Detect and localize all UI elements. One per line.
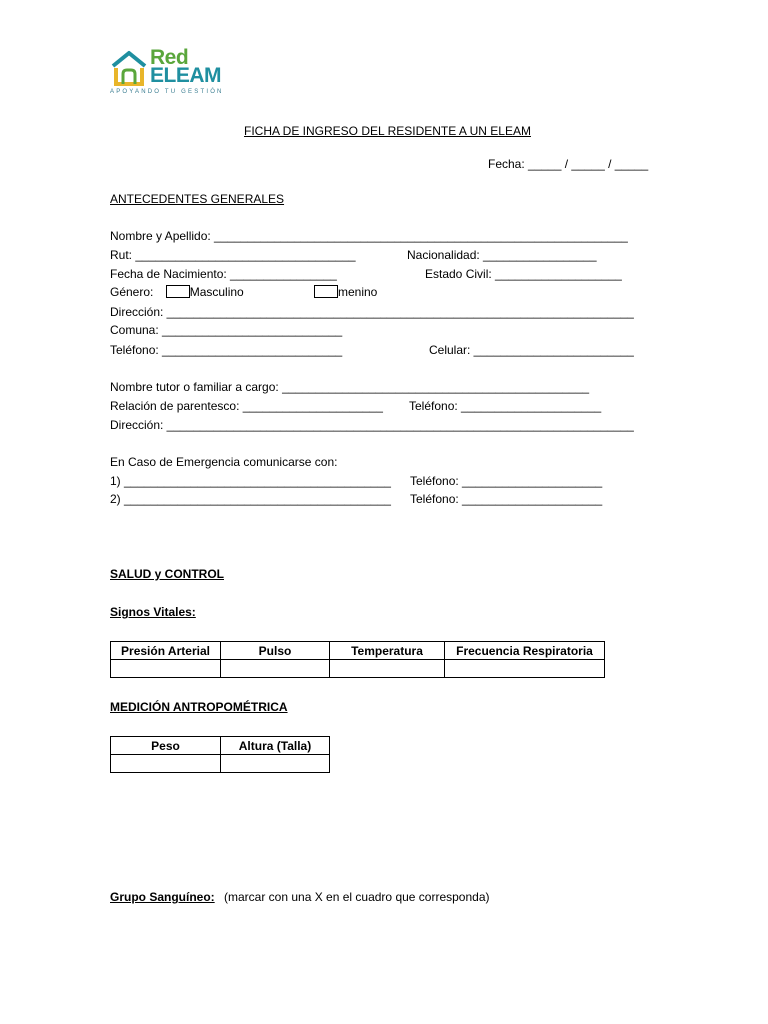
femenino-checkbox[interactable] (314, 285, 338, 298)
femenino-option (314, 285, 377, 299)
general-heading: ANTECEDENTES GENERALES (110, 192, 285, 206)
cell-presion[interactable] (111, 660, 221, 678)
masculino-label: Masculino (189, 285, 244, 299)
nombre-field[interactable]: Nombre y Apellido: ______________________________________________________________ (110, 229, 628, 243)
table-row (111, 755, 330, 773)
emergencia-contacto-2[interactable]: 2) ________________________________________ (110, 492, 391, 506)
col-peso: Peso (111, 737, 221, 755)
emergencia-heading: En Caso de Emergencia comunicarse con: (110, 455, 338, 469)
emergencia-contacto-1[interactable]: 1) ________________________________________ (110, 474, 391, 488)
emergencia-telefono-2[interactable]: Teléfono: _____________________ (410, 492, 603, 506)
antropo-heading: MEDICIÓN ANTROPOMÉTRICA (110, 700, 288, 714)
col-altura: Altura (Talla) (221, 737, 330, 755)
house-logo-icon (110, 48, 148, 88)
date-field[interactable]: Fecha: _____ / _____ / _____ (488, 157, 649, 171)
cell-peso[interactable] (111, 755, 221, 773)
logo-red-text: Red (150, 46, 189, 69)
logo (110, 46, 250, 102)
col-frecuencia: Frecuencia Respiratoria (445, 642, 605, 660)
cell-frecuencia[interactable] (445, 660, 605, 678)
femenino-label: menino (338, 285, 378, 299)
logo-eleam-text: ELEAM (150, 64, 221, 87)
table-header-row (111, 642, 605, 660)
antropometria-table (110, 736, 330, 773)
col-presion: Presión Arterial (111, 642, 221, 660)
telefono-field[interactable]: Teléfono: ___________________________ (110, 343, 343, 357)
salud-heading: SALUD y CONTROL (110, 567, 224, 581)
table-row (111, 660, 605, 678)
grupo-row (110, 890, 490, 904)
emergencia-telefono-1[interactable]: Teléfono: _____________________ (410, 474, 603, 488)
signos-vitales-table (110, 641, 605, 678)
masculino-checkbox[interactable] (166, 285, 190, 298)
cell-pulso[interactable] (221, 660, 330, 678)
rut-field[interactable]: Rut: _________________________________ (110, 248, 356, 262)
estado-civil-field[interactable]: Estado Civil: ___________________ (425, 267, 622, 281)
tutor-telefono-field[interactable]: Teléfono: _____________________ (409, 399, 602, 413)
col-pulso: Pulso (221, 642, 330, 660)
comuna-field[interactable]: Comuna: ___________________________ (110, 323, 343, 337)
table-header-row (111, 737, 330, 755)
nacionalidad-field[interactable]: Nacionalidad: _________________ (407, 248, 597, 262)
form-title: FICHA DE INGRESO DEL RESIDENTE A UN ELEAM (244, 124, 531, 138)
cell-altura[interactable] (221, 755, 330, 773)
genero-label: Género: (110, 285, 154, 299)
tutor-direccion-field[interactable]: Dirección: ______________________________________________________________________ (110, 418, 634, 432)
grupo-label: Grupo Sanguíneo: (110, 890, 215, 904)
direccion-field[interactable]: Dirección: ______________________________________________________________________ (110, 305, 634, 319)
cell-temperatura[interactable] (330, 660, 445, 678)
genero-row (110, 285, 244, 299)
tutor-nombre-field[interactable]: Nombre tutor o familiar a cargo: ______________________________________________ (110, 380, 590, 394)
signos-heading: Signos Vitales: (110, 605, 196, 619)
col-temperatura: Temperatura (330, 642, 445, 660)
logo-tagline: APOYANDO TU GESTIÓN (110, 89, 224, 95)
celular-field[interactable]: Celular: ________________________ (429, 343, 634, 357)
grupo-note: (marcar con una X en el cuadro que corresponda) (224, 890, 490, 904)
fecha-nacimiento-field[interactable]: Fecha de Nacimiento: ________________ (110, 267, 337, 281)
tutor-relacion-field[interactable]: Relación de parentesco: _____________________ (110, 399, 383, 413)
